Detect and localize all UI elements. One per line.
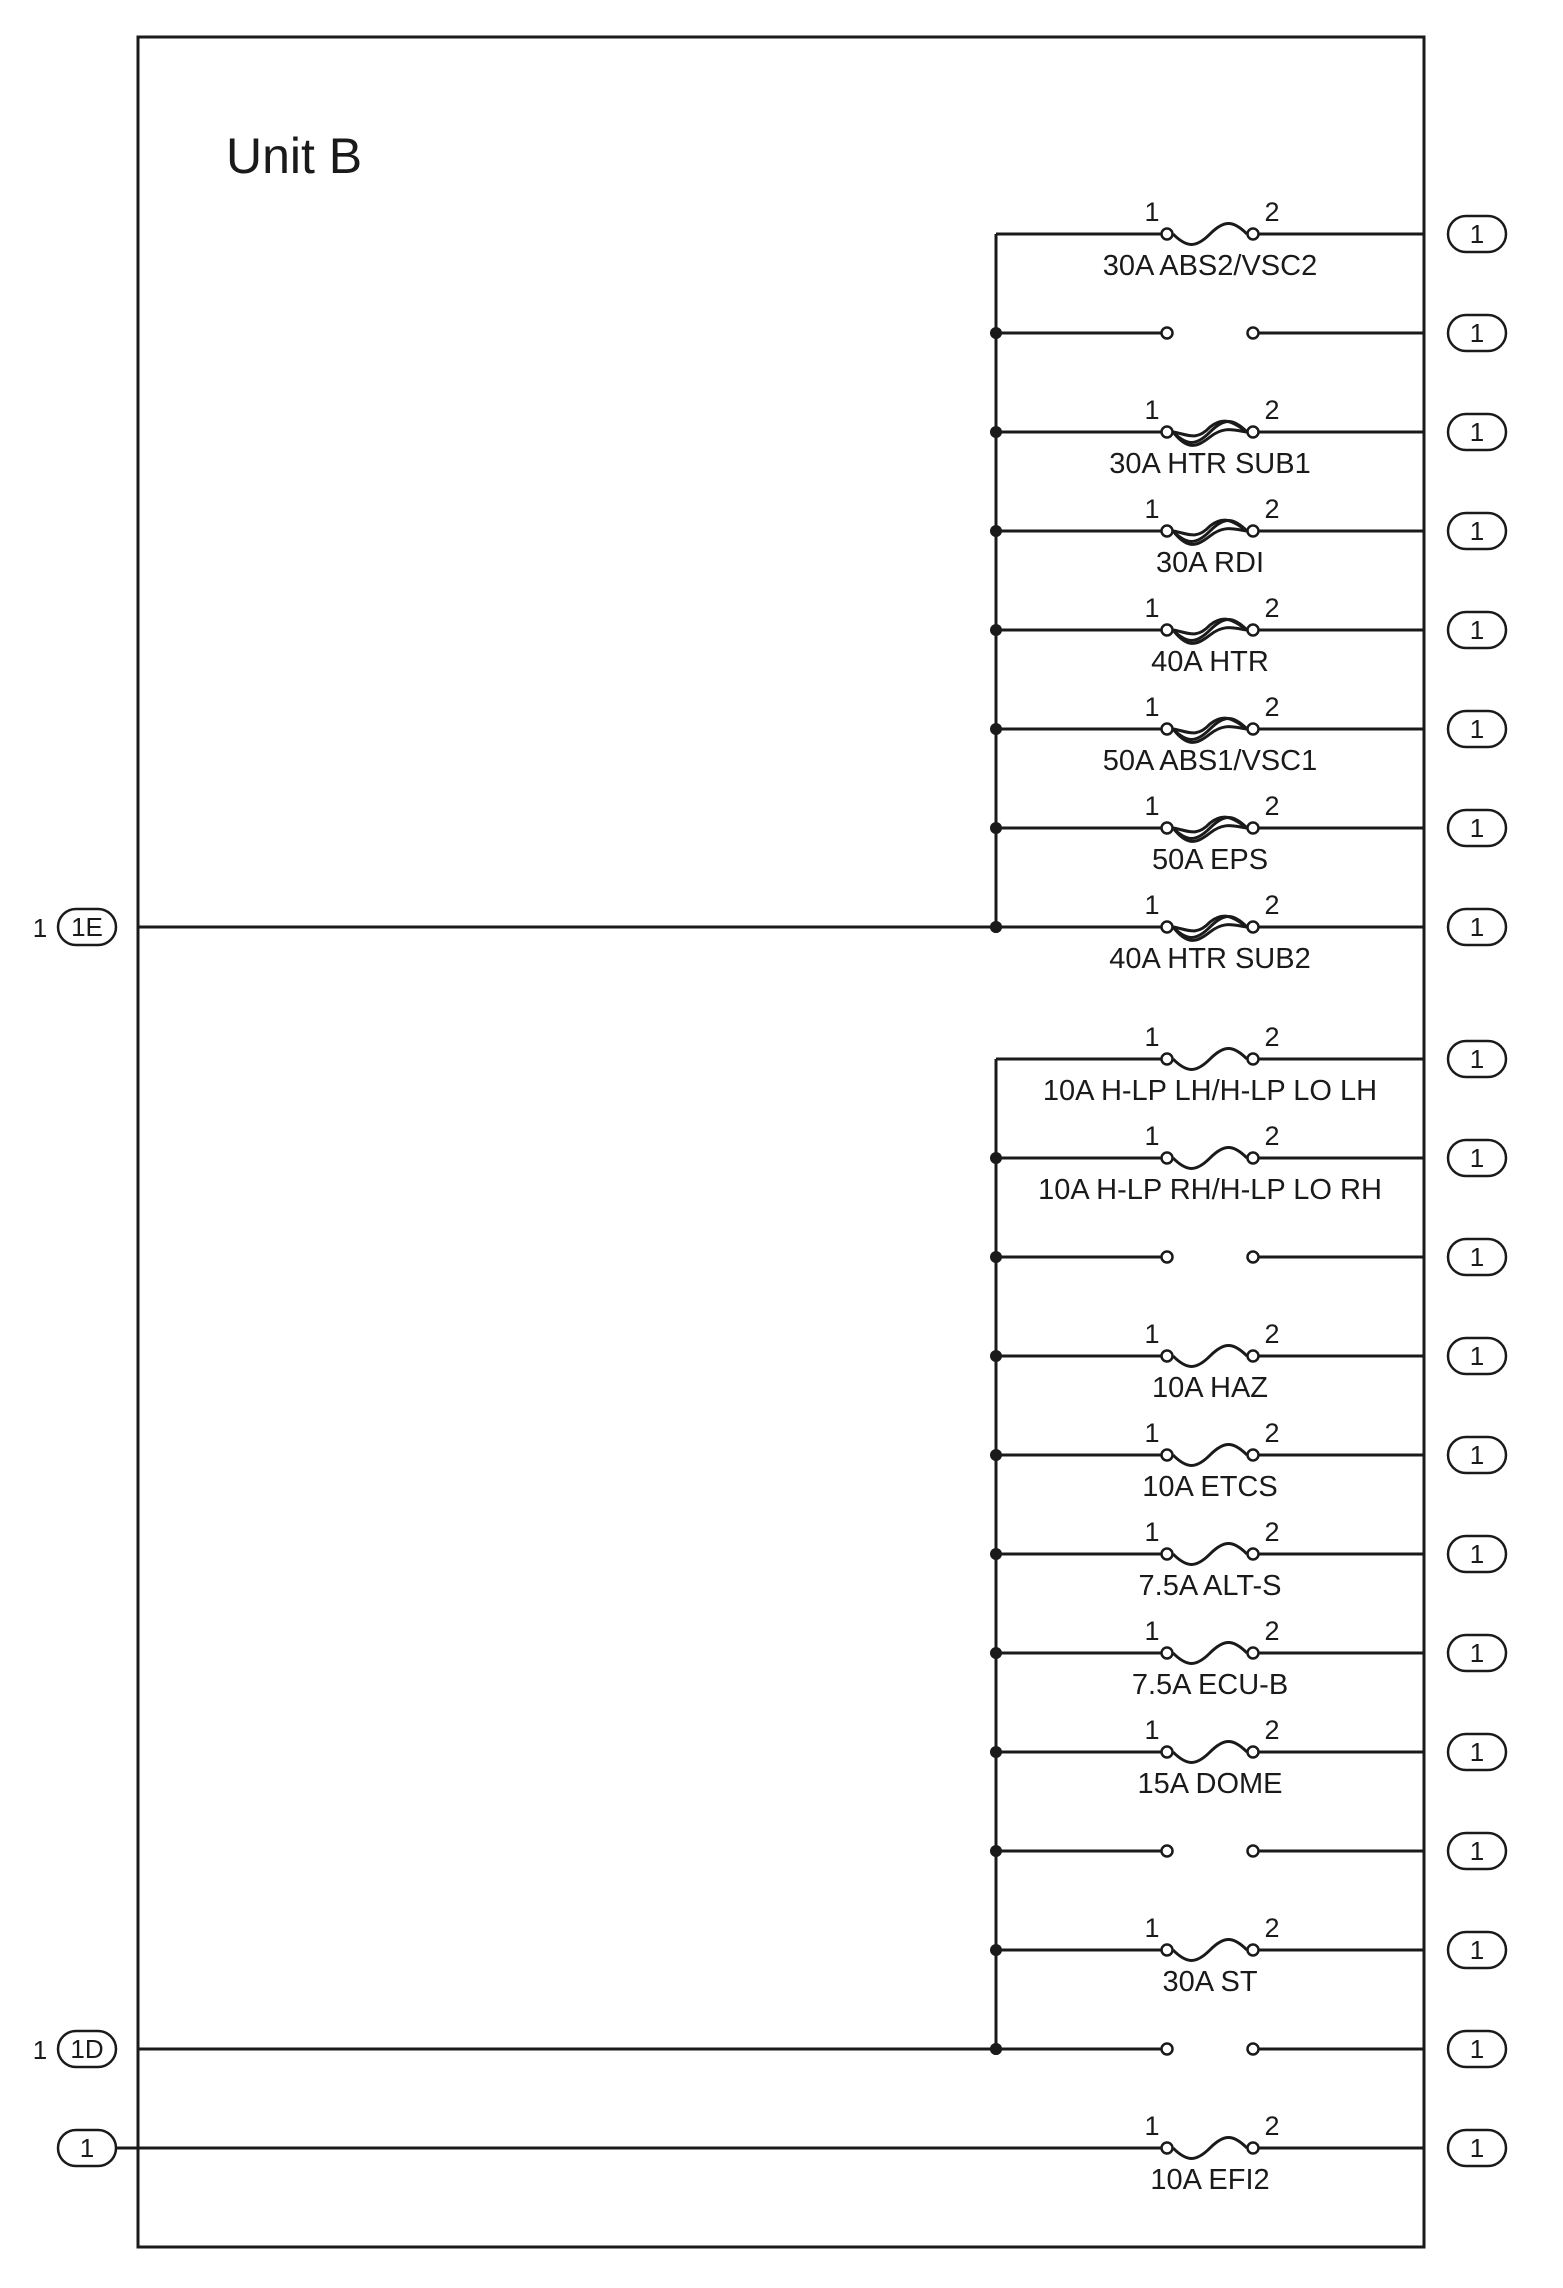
terminal-pin-1 <box>1162 922 1173 933</box>
terminal-pin-1 <box>1162 229 1173 240</box>
right-connector <box>1448 711 1506 747</box>
terminal-pin-1 <box>1162 1351 1173 1362</box>
terminal-pin-2 <box>1248 1648 1259 1659</box>
right-connector <box>1448 1041 1506 1077</box>
right-connector-label: 1 <box>1469 1341 1485 1371</box>
right-connector <box>1448 315 1506 351</box>
pin-number-1: 1 <box>1144 2111 1160 2141</box>
left-connector-pin: 1 <box>32 913 48 943</box>
terminal-pin-2 <box>1248 823 1259 834</box>
right-connector-label: 1 <box>1469 1044 1485 1074</box>
right-connector-label: 1 <box>1469 2034 1485 2064</box>
fuse-label: 50A EPS <box>1151 844 1269 876</box>
terminal-pin-2 <box>1248 1846 1259 1857</box>
junction-dot <box>990 1152 1002 1164</box>
terminal-pin-1 <box>1162 1252 1173 1263</box>
terminal-pin-1 <box>1162 1153 1173 1164</box>
left-connector-pill-label: 1D <box>70 2034 104 2064</box>
right-connector-label: 1 <box>1469 1935 1485 1965</box>
fuse-label: 10A HAZ <box>1151 1372 1269 1404</box>
terminal-pin-2 <box>1248 427 1259 438</box>
right-connector <box>1448 1140 1506 1176</box>
right-connector <box>1448 1437 1506 1473</box>
fuse-label: 10A H-LP LH/H-LP LO LH <box>1042 1075 1378 1107</box>
terminal-pin-2 <box>1248 2044 1259 2055</box>
right-connector <box>1448 1536 1506 1572</box>
terminal-pin-2 <box>1248 1945 1259 1956</box>
pin-number-1: 1 <box>1144 1418 1160 1448</box>
pin-number-1: 1 <box>1144 1913 1160 1943</box>
pin-number-2: 2 <box>1264 692 1280 722</box>
left-connector-1e <box>33 909 116 945</box>
pin-number-2: 2 <box>1264 1517 1280 1547</box>
right-connector-label: 1 <box>1469 1440 1485 1470</box>
fuse-label: 7.5A ALT-S <box>1138 1570 1282 1602</box>
pin-number-2: 2 <box>1264 1418 1280 1448</box>
terminal-pin-2 <box>1248 1351 1259 1362</box>
right-connector-label: 1 <box>1469 219 1485 249</box>
right-connector-label: 1 <box>1469 516 1485 546</box>
terminal-pin-1 <box>1162 2044 1173 2055</box>
junction-dot <box>990 1647 1002 1659</box>
pin-number-2: 2 <box>1264 197 1280 227</box>
pin-number-1: 1 <box>1144 197 1160 227</box>
fuse-label: 10A ETCS <box>1142 1471 1278 1503</box>
terminal-pin-2 <box>1248 922 1259 933</box>
left-connector-pill-label: 1 <box>79 2133 95 2163</box>
fuse-label: 10A EFI2 <box>1150 2164 1270 2196</box>
fuse-label: 10A H-LP RH/H-LP LO RH <box>1038 1174 1382 1206</box>
right-connector <box>1448 513 1506 549</box>
terminal-pin-1 <box>1162 724 1173 735</box>
right-connector-label: 1 <box>1469 1836 1485 1866</box>
pin-number-2: 2 <box>1264 1319 1280 1349</box>
left-connector-pill <box>58 909 116 945</box>
right-connector-label: 1 <box>1469 813 1485 843</box>
right-connector <box>1448 810 1506 846</box>
terminal-pin-2 <box>1248 1252 1259 1263</box>
right-connector <box>1448 612 1506 648</box>
pin-number-2: 2 <box>1264 791 1280 821</box>
right-connector <box>1448 1932 1506 1968</box>
unit-title: Unit B <box>226 128 363 184</box>
right-connector-label: 1 <box>1469 1539 1485 1569</box>
right-connector-label: 1 <box>1469 615 1485 645</box>
terminal-pin-2 <box>1248 1747 1259 1758</box>
pin-number-2: 2 <box>1264 1715 1280 1745</box>
left-connector-bottom <box>58 2130 116 2166</box>
pin-number-1: 1 <box>1144 1616 1160 1646</box>
pin-number-1: 1 <box>1144 494 1160 524</box>
terminal-pin-1 <box>1162 526 1173 537</box>
pin-number-1: 1 <box>1144 1022 1160 1052</box>
junction-dot <box>990 723 1002 735</box>
right-connector <box>1448 1239 1506 1275</box>
right-connector-label: 1 <box>1469 1737 1485 1767</box>
pin-number-2: 2 <box>1264 494 1280 524</box>
fuse-label: 50A ABS1/VSC1 <box>1102 745 1318 777</box>
terminal-pin-1 <box>1162 1549 1173 1560</box>
right-connector <box>1448 909 1506 945</box>
fuse-label: 40A HTR <box>1151 646 1269 678</box>
pin-number-1: 1 <box>1144 890 1160 920</box>
fuse-label: 30A RDI <box>1156 547 1264 579</box>
terminal-pin-1 <box>1162 427 1173 438</box>
right-connector <box>1448 1833 1506 1869</box>
pin-number-1: 1 <box>1144 395 1160 425</box>
pin-number-1: 1 <box>1144 692 1160 722</box>
fuse-label: 15A DOME <box>1137 1768 1283 1800</box>
right-connector-label: 1 <box>1469 1143 1485 1173</box>
junction-dot <box>990 2043 1002 2055</box>
terminal-pin-2 <box>1248 1450 1259 1461</box>
pin-number-2: 2 <box>1264 1913 1280 1943</box>
terminal-pin-1 <box>1162 328 1173 339</box>
terminal-pin-2 <box>1248 526 1259 537</box>
terminal-pin-1 <box>1162 1945 1173 1956</box>
junction-dot <box>990 1548 1002 1560</box>
pin-number-2: 2 <box>1264 2111 1280 2141</box>
terminal-pin-2 <box>1248 625 1259 636</box>
junction-dot <box>990 1251 1002 1263</box>
pin-number-1: 1 <box>1144 1121 1160 1151</box>
right-connector-label: 1 <box>1469 1638 1485 1668</box>
right-connector <box>1448 216 1506 252</box>
pin-number-2: 2 <box>1264 1616 1280 1646</box>
right-connector <box>1448 1734 1506 1770</box>
junction-dot <box>990 1449 1002 1461</box>
junction-dot <box>990 525 1002 537</box>
terminal-pin-1 <box>1162 1846 1173 1857</box>
junction-dot <box>990 1350 1002 1362</box>
right-connector-label: 1 <box>1469 1242 1485 1272</box>
right-connector-label: 1 <box>1469 714 1485 744</box>
terminal-pin-1 <box>1162 2143 1173 2154</box>
junction-dot <box>990 822 1002 834</box>
terminal-pin-1 <box>1162 1747 1173 1758</box>
terminal-pin-2 <box>1248 724 1259 735</box>
pin-number-1: 1 <box>1144 1319 1160 1349</box>
terminal-pin-1 <box>1162 1450 1173 1461</box>
fuse-label: 30A HTR SUB1 <box>1109 448 1311 480</box>
pin-number-1: 1 <box>1144 593 1160 623</box>
pin-number-2: 2 <box>1264 593 1280 623</box>
right-connector-label: 1 <box>1469 417 1485 447</box>
junction-dot <box>990 327 1002 339</box>
fuse-label: 7.5A ECU-B <box>1131 1669 1289 1701</box>
left-connector-pill <box>58 2031 116 2067</box>
left-connector-pill-label: 1E <box>71 912 103 942</box>
junction-dot <box>990 1845 1002 1857</box>
left-connector-1d <box>33 2031 116 2067</box>
terminal-pin-2 <box>1248 229 1259 240</box>
pin-number-2: 2 <box>1264 1022 1280 1052</box>
right-connector <box>1448 414 1506 450</box>
junction-dot <box>990 426 1002 438</box>
terminal-pin-1 <box>1162 625 1173 636</box>
terminal-pin-2 <box>1248 2143 1259 2154</box>
terminal-pin-2 <box>1248 1153 1259 1164</box>
pin-number-2: 2 <box>1264 1121 1280 1151</box>
right-connector <box>1448 1635 1506 1671</box>
left-connector-pill <box>58 2130 116 2166</box>
terminal-pin-1 <box>1162 1054 1173 1065</box>
junction-dot <box>990 1944 1002 1956</box>
pin-number-1: 1 <box>1144 1517 1160 1547</box>
terminal-pin-2 <box>1248 1054 1259 1065</box>
left-connector-pin: 1 <box>32 2035 48 2065</box>
terminal-pin-2 <box>1248 1549 1259 1560</box>
fuse-label: 30A ST <box>1162 1966 1258 1998</box>
right-connector <box>1448 1338 1506 1374</box>
terminal-pin-1 <box>1162 823 1173 834</box>
right-connector <box>1448 2130 1506 2166</box>
terminal-pin-1 <box>1162 1648 1173 1659</box>
right-connector <box>1448 2031 1506 2067</box>
fuse-label: 30A ABS2/VSC2 <box>1102 250 1318 282</box>
terminal-pin-2 <box>1248 328 1259 339</box>
right-connector-label: 1 <box>1469 2133 1485 2163</box>
junction-dot <box>990 921 1002 933</box>
right-connector-label: 1 <box>1469 912 1485 942</box>
pin-number-2: 2 <box>1264 890 1280 920</box>
pin-number-1: 1 <box>1144 791 1160 821</box>
junction-dot <box>990 1746 1002 1758</box>
pin-number-2: 2 <box>1264 395 1280 425</box>
pin-number-1: 1 <box>1144 1715 1160 1745</box>
junction-dot <box>990 624 1002 636</box>
fuse-label: 40A HTR SUB2 <box>1109 943 1311 975</box>
right-connector-label: 1 <box>1469 318 1485 348</box>
